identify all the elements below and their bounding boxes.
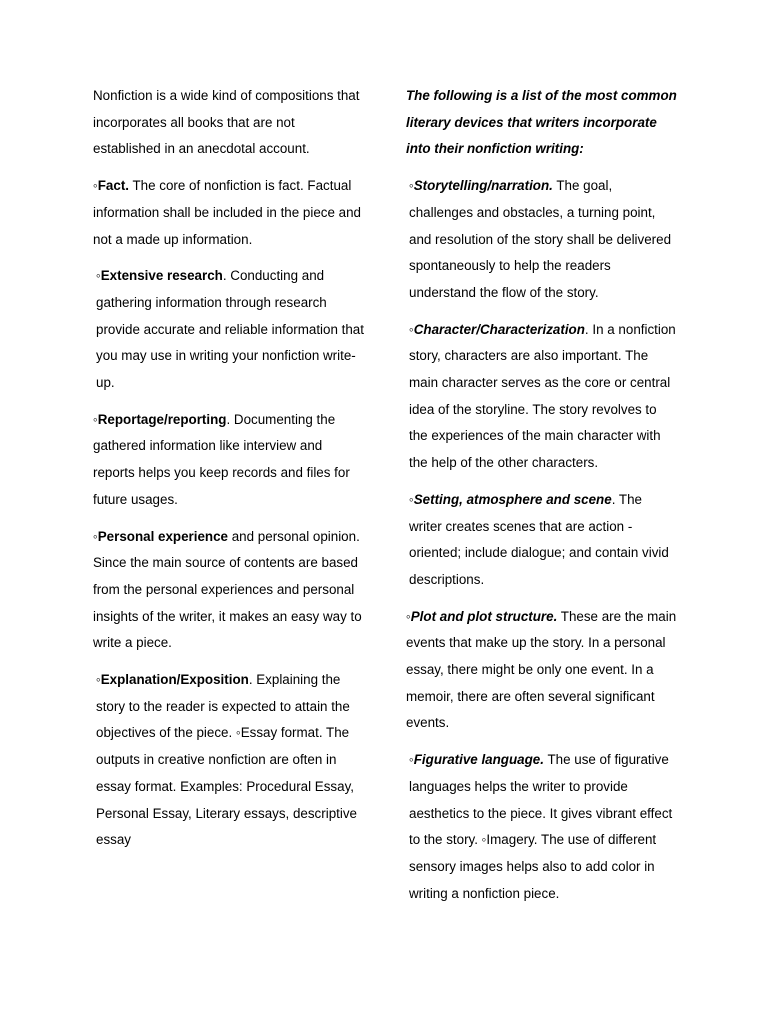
explanation-text: . Explaining the story to the reader is expected to attain the objectives of the piece. ◦Essay format. The outputs in creative nonfiction are often in essay format. Examples: Procedural Essay, Personal Essay, Literary essays, descriptive essay [96,672,357,848]
bullet: ◦ [406,608,411,624]
storytelling-term: Storytelling/narration. [413,178,553,194]
reportage-text: . Documenting the gathered information like interview and reports helps you keep records and files for future usages. [93,411,350,507]
figurative-language-text: The use of figurative languages helps the writer to provide aesthetics to the piece. It gives vibrant effect to the story. ◦Imagery. The use of different sensory images helps also to add color in writing a nonfiction piece. [409,752,673,901]
right-column [406,83,678,917]
characterization-term: Character/Characterization [413,321,585,337]
figurative-language-term: Figurative language. [413,752,544,768]
personal-experience-paragraph [93,524,365,658]
bullet: ◦ [96,268,101,284]
bullet: ◦ [93,178,98,194]
bullet: ◦ [409,321,414,337]
fact-text: The core of nonfiction is fact. Factual information shall be included in the piece and not a made up information. [93,178,361,247]
figurative-language-paragraph [406,747,678,907]
characterization-text: . In a nonfiction story, characters are also important. The main character serves as the core or central idea of the storyline. The story revolves to the experiences of the main character with the help of the other characters. [409,321,676,471]
personal-experience-term: Personal experience [97,528,229,544]
fact-paragraph [93,173,365,253]
bullet: ◦ [409,178,414,194]
reportage-paragraph [93,407,365,514]
storytelling-text: The goal, challenges and obstacles, a turning point, and resolution of the story shall be delivered spontaneously to help the readers understand the flow of the story. [409,178,672,300]
plot-paragraph [406,604,678,738]
explanation-term: Explanation/Exposition [100,672,249,688]
right-intro-paragraph: The following is a list of the most common literary devices that writers incorporate into their nonfiction writing: [406,88,677,157]
reportage-term: Reportage/reporting [97,411,227,427]
bullet: ◦ [93,411,98,427]
setting-text: . The writer creates scenes that are action -oriented; include dialogue; and contain vivid descriptions. [409,491,669,587]
bullet: ◦ [93,528,98,544]
fact-term: Fact. [97,178,130,194]
plot-term: Plot and plot structure. [410,608,558,624]
characterization-paragraph [406,317,678,477]
personal-experience-text: and personal opinion. Since the main source of contents are based from the personal experiences and personal insights of the writer, it makes an easy way to write a piece. [93,528,362,651]
bullet: ◦ [96,672,101,688]
extensive-research-text: . Conducting and gathering information through research provide accurate and reliable information that you may use in writing your nonfiction write-up. [96,268,364,391]
bullet: ◦ [409,752,414,768]
explanation-paragraph [93,667,365,854]
bullet: ◦ [409,491,414,507]
extensive-research-paragraph [93,263,365,397]
left-intro-paragraph: Nonfiction is a wide kind of compositions that incorporates all books that are not established in an anecdotal account. [93,88,360,157]
setting-paragraph [406,487,678,594]
setting-term: Setting, atmosphere and scene [413,491,612,507]
plot-text: These are the main events that make up the story. In a personal essay, there might be only one event. In a memoir, there are often several significant events. [406,608,677,731]
left-column [93,83,365,864]
storytelling-paragraph [406,173,678,307]
extensive-research-term: Extensive research [100,268,223,284]
